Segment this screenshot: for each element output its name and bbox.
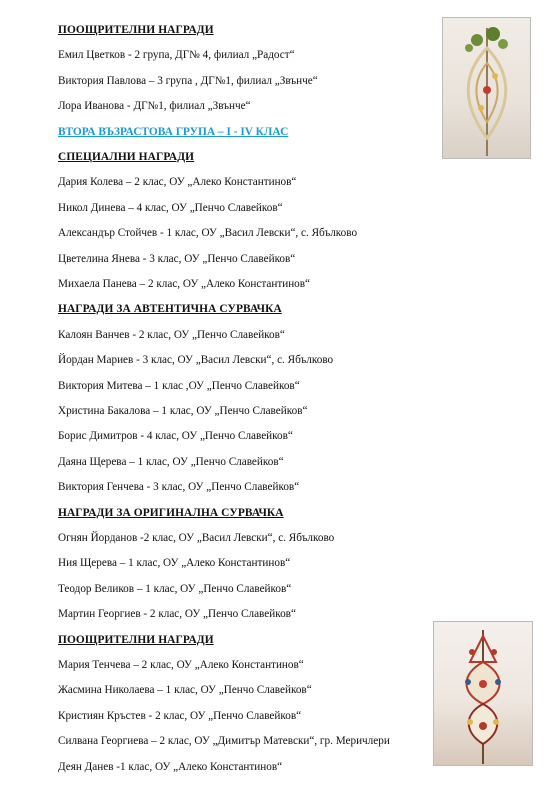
award-entry: Йордан Мариев - 3 клас, ОУ „Васил Левски“, с. Ябълково: [58, 354, 334, 367]
award-entry: Христина Бакалова – 1 клас, ОУ „Пенчо Славейков“: [58, 405, 308, 417]
award-entry: Мартин Георгиев - 2 клас, ОУ „Пенчо Славейков“: [58, 608, 296, 621]
award-entry: Цветелина Янева - 3 клас, ОУ „Пенчо Славейков“: [58, 252, 296, 265]
award-entry: Огнян Йорданов -2 клас, ОУ „Васил Левски“, с. Ябълково: [58, 532, 335, 544]
award-entry: Жасмина Николаева – 1 клас, ОУ „Пенчо Славейков“: [58, 684, 312, 697]
award-entry: Мария Тенчева – 2 клас, ОУ „Алеко Константинов“: [58, 659, 304, 671]
award-entry: Виктория Павлова – 3 група , ДГ№1, филиал „Звънче“: [58, 74, 318, 87]
award-entry: Калоян Ванчев - 2 клас, ОУ „Пенчо Славейков“: [58, 328, 285, 341]
section-heading: ПООЩРИТЕЛНИ НАГРАДИ: [58, 633, 214, 646]
award-entry: Силвана Георгиева – 2 клас, ОУ „Димитър Матевски“, гр. Меричлери: [58, 735, 390, 748]
survachka-photo-bottom: [433, 621, 533, 766]
award-entry: Емил Цветков - 2 група, ДГ№ 4, филиал „Радост“: [58, 49, 295, 62]
award-entry: Лора Иванова - ДГ№1, филиал „Звънче“: [58, 100, 251, 113]
section-heading: СПЕЦИАЛНИ НАГРАДИ: [58, 151, 195, 163]
award-entry: Борис Димитров - 4 клас, ОУ „Пенчо Славейков“: [58, 430, 293, 443]
award-entry: Теодор Великов – 1 клас, ОУ „Пенчо Славейков“: [58, 582, 292, 595]
award-entry: Ния Щерева – 1 клас, ОУ „Алеко Константинов“: [58, 557, 291, 570]
award-entry: Александър Стойчев - 1 клас, ОУ „Васил Левски“, с. Ябълково: [58, 227, 358, 240]
section-subheading[interactable]: ВТОРА ВЪЗРАСТОВА ГРУПА – I - IV КЛАС: [58, 125, 289, 138]
award-entry: Михаела Панева – 2 клас, ОУ „Алеко Константинов“: [58, 278, 311, 290]
award-entry: Кристиян Кръстев - 2 клас, ОУ „Пенчо Славейков“: [58, 709, 302, 722]
award-entry: Даяна Щерева – 1 клас, ОУ „Пенчо Славейков“: [58, 455, 284, 468]
survachka-image-icon: [443, 18, 530, 158]
award-entry: Дария Колева – 2 клас, ОУ „Алеко Константинов“: [58, 176, 297, 189]
award-entry: Никол Динева – 4 клас, ОУ „Пенчо Славейков“: [58, 201, 283, 214]
award-entry: Деян Данев -1 клас, ОУ „Алеко Константинов“: [58, 760, 283, 773]
survachka-image-icon: [434, 622, 532, 765]
section-heading: НАГРАДИ ЗА ОРИГИНАЛНА СУРВАЧКА: [58, 506, 284, 519]
award-entry: Виктория Генчева - 3 клас, ОУ „Пенчо Славейков“: [58, 481, 300, 494]
section-heading: ПООЩРИТЕЛНИ НАГРАДИ: [58, 24, 214, 36]
survachka-photo-top: [442, 17, 531, 159]
section-heading: НАГРАДИ ЗА АВТЕНТИЧНА СУРВАЧКА: [58, 303, 282, 316]
award-entry: Виктория Митева – 1 клас ,ОУ „Пенчо Славейков“: [58, 379, 300, 392]
